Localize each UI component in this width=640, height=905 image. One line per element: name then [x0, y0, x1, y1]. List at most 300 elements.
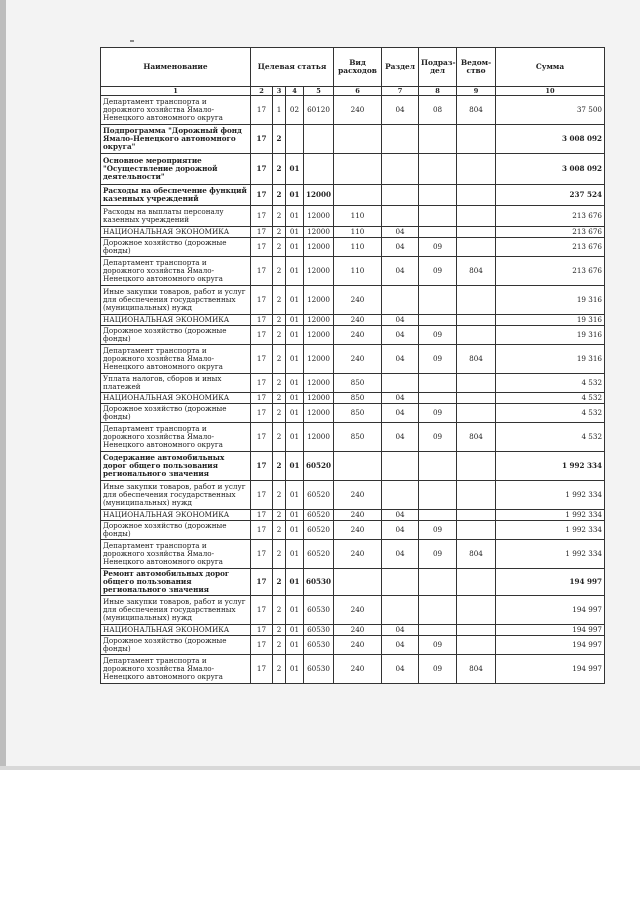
cell-subprogram: 2 [273, 185, 286, 206]
cell-expense-type: 240 [334, 315, 382, 326]
cell-subprogram: 2 [273, 286, 286, 315]
row-name: Дорожное хозяйство (дорожные фонды) [101, 636, 251, 655]
cell-expense-type [334, 154, 382, 185]
cell-expense-type [334, 125, 382, 154]
cell-expense-type: 240 [334, 636, 382, 655]
cell-subsection: 09 [419, 636, 457, 655]
cell-expense-type: 110 [334, 206, 382, 227]
cell-program: 17 [251, 286, 273, 315]
cell-section [382, 125, 419, 154]
index-cell: 4 [286, 87, 304, 96]
row-name: Дорожное хозяйство (дорожные фонды) [101, 404, 251, 423]
header-section: Раздел [382, 48, 419, 87]
cell-direction: 12000 [304, 315, 334, 326]
cell-measure [286, 125, 304, 154]
row-name: Дорожное хозяйство (дорожные фонды) [101, 326, 251, 345]
column-index-row [101, 87, 605, 96]
table-row [101, 510, 605, 521]
cell-subprogram: 2 [273, 636, 286, 655]
table-row [101, 257, 605, 286]
cell-measure: 01 [286, 569, 304, 596]
index-cell: 5 [304, 87, 334, 96]
table-row [101, 315, 605, 326]
cell-subprogram: 2 [273, 125, 286, 154]
cell-sum: 194 997 [496, 655, 605, 684]
cell-subprogram: 2 [273, 596, 286, 625]
cell-measure: 01 [286, 540, 304, 569]
cell-subsection: 09 [419, 326, 457, 345]
cell-direction: 12000 [304, 206, 334, 227]
table-row [101, 96, 605, 125]
row-name: Департамент транспорта и дорожного хозяйства Ямало-Ненецкого автономного округа [101, 345, 251, 374]
cell-section: 04 [382, 423, 419, 452]
cell-subprogram: 2 [273, 510, 286, 521]
cell-department: 804 [457, 96, 496, 125]
cell-subsection [419, 125, 457, 154]
cell-subsection: 09 [419, 655, 457, 684]
cell-subprogram: 2 [273, 423, 286, 452]
index-cell: 6 [334, 87, 382, 96]
cell-subprogram: 2 [273, 326, 286, 345]
cell-program: 17 [251, 345, 273, 374]
cell-direction: 60120 [304, 96, 334, 125]
cell-direction: 12000 [304, 374, 334, 393]
cell-sum: 194 997 [496, 636, 605, 655]
cell-direction: 12000 [304, 286, 334, 315]
cell-program: 17 [251, 315, 273, 326]
cell-program: 17 [251, 125, 273, 154]
cell-expense-type: 850 [334, 374, 382, 393]
cell-sum: 1 992 334 [496, 481, 605, 510]
row-name: Содержание автомобильных дорог общего пользования регионального значения [101, 452, 251, 481]
cell-direction: 60520 [304, 540, 334, 569]
cell-sum: 213 676 [496, 206, 605, 227]
cell-program: 17 [251, 510, 273, 521]
table-row [101, 393, 605, 404]
cell-department [457, 286, 496, 315]
cell-expense-type: 240 [334, 521, 382, 540]
cell-subsection [419, 206, 457, 227]
cell-subprogram: 2 [273, 315, 286, 326]
cell-subsection [419, 185, 457, 206]
cell-measure: 01 [286, 596, 304, 625]
cell-program: 17 [251, 326, 273, 345]
cell-section: 04 [382, 510, 419, 521]
cell-section: 04 [382, 326, 419, 345]
cell-expense-type: 850 [334, 393, 382, 404]
cell-subsection [419, 154, 457, 185]
cell-program: 17 [251, 206, 273, 227]
cell-program: 17 [251, 404, 273, 423]
cell-section: 04 [382, 521, 419, 540]
cell-department [457, 510, 496, 521]
cell-measure: 01 [286, 315, 304, 326]
cell-program: 17 [251, 374, 273, 393]
cell-subprogram: 2 [273, 540, 286, 569]
cell-direction: 12000 [304, 257, 334, 286]
cell-subsection: 09 [419, 404, 457, 423]
cell-measure: 01 [286, 374, 304, 393]
cell-subsection: 09 [419, 238, 457, 257]
row-name: Иные закупки товаров, работ и услуг для обеспечения государственных (муниципальных) нужд [101, 596, 251, 625]
cell-measure: 01 [286, 423, 304, 452]
cell-measure: 01 [286, 510, 304, 521]
cell-sum: 1 992 334 [496, 521, 605, 540]
cell-subprogram: 2 [273, 452, 286, 481]
cell-department: 804 [457, 345, 496, 374]
cell-section: 04 [382, 655, 419, 684]
row-name: НАЦИОНАЛЬНАЯ ЭКОНОМИКА [101, 315, 251, 326]
row-name: Основное мероприятие "Осуществление дорожной деятельности" [101, 154, 251, 185]
cell-department [457, 315, 496, 326]
cell-direction: 60530 [304, 625, 334, 636]
cell-direction: 12000 [304, 326, 334, 345]
cell-direction [304, 154, 334, 185]
table-row [101, 326, 605, 345]
cell-sum: 3 008 092 [496, 154, 605, 185]
row-name: Подпрограмма "Дорожный фонд Ямало-Ненецкого автономного округа" [101, 125, 251, 154]
row-name: НАЦИОНАЛЬНАЯ ЭКОНОМИКА [101, 510, 251, 521]
cell-subsection: 09 [419, 345, 457, 374]
cell-measure: 01 [286, 393, 304, 404]
cell-section: 04 [382, 238, 419, 257]
cell-subprogram: 2 [273, 238, 286, 257]
cell-measure: 01 [286, 326, 304, 345]
cell-measure: 01 [286, 257, 304, 286]
table-row [101, 569, 605, 596]
cell-expense-type: 110 [334, 227, 382, 238]
cell-sum: 4 532 [496, 393, 605, 404]
cell-measure: 01 [286, 625, 304, 636]
cell-program: 17 [251, 596, 273, 625]
cell-subprogram: 2 [273, 154, 286, 185]
cell-department [457, 636, 496, 655]
table-row [101, 206, 605, 227]
cell-sum: 194 997 [496, 569, 605, 596]
cell-direction [304, 125, 334, 154]
header-expense-type: Вид расходов [334, 48, 382, 87]
cell-sum: 1 992 334 [496, 540, 605, 569]
cell-expense-type [334, 185, 382, 206]
cell-department [457, 596, 496, 625]
cell-subsection [419, 227, 457, 238]
cell-section [382, 286, 419, 315]
row-name: Иные закупки товаров, работ и услуг для обеспечения государственных (муниципальных) нужд [101, 481, 251, 510]
cell-section [382, 596, 419, 625]
cell-expense-type: 240 [334, 481, 382, 510]
cell-measure: 01 [286, 655, 304, 684]
cell-direction: 60520 [304, 452, 334, 481]
table-row [101, 345, 605, 374]
cell-department [457, 521, 496, 540]
cell-measure: 01 [286, 185, 304, 206]
cell-expense-type: 240 [334, 326, 382, 345]
cell-program: 17 [251, 481, 273, 510]
table-row [101, 238, 605, 257]
cell-sum: 19 316 [496, 345, 605, 374]
cell-section: 04 [382, 257, 419, 286]
cell-subsection [419, 481, 457, 510]
cell-department [457, 569, 496, 596]
cell-subsection: 09 [419, 423, 457, 452]
cell-subprogram: 2 [273, 227, 286, 238]
cell-department [457, 227, 496, 238]
cell-expense-type: 240 [334, 540, 382, 569]
cell-program: 17 [251, 636, 273, 655]
cell-measure: 01 [286, 238, 304, 257]
cell-sum: 1 992 334 [496, 510, 605, 521]
cell-subprogram: 1 [273, 96, 286, 125]
cell-program: 17 [251, 257, 273, 286]
row-name: Расходы на обеспечение функций казенных учреждений [101, 185, 251, 206]
row-name: Департамент транспорта и дорожного хозяйства Ямало-Ненецкого автономного округа [101, 540, 251, 569]
header-sum: Сумма [496, 48, 605, 87]
cell-subsection [419, 596, 457, 625]
cell-section [382, 374, 419, 393]
cell-subprogram: 2 [273, 481, 286, 510]
row-name: Департамент транспорта и дорожного хозяйства Ямало-Ненецкого автономного округа [101, 96, 251, 125]
cell-subprogram: 2 [273, 345, 286, 374]
cell-direction: 60530 [304, 655, 334, 684]
cell-section: 04 [382, 540, 419, 569]
cell-direction: 60530 [304, 636, 334, 655]
row-name: НАЦИОНАЛЬНАЯ ЭКОНОМИКА [101, 393, 251, 404]
row-name: Расходы на выплаты персоналу казенных учреждений [101, 206, 251, 227]
table-row [101, 625, 605, 636]
cell-section [382, 569, 419, 596]
cell-sum: 213 676 [496, 238, 605, 257]
cell-sum: 213 676 [496, 227, 605, 238]
cell-direction: 12000 [304, 423, 334, 452]
cell-sum: 1 992 334 [496, 452, 605, 481]
row-name: Департамент транспорта и дорожного хозяйства Ямало-Ненецкого автономного округа [101, 423, 251, 452]
row-name: Департамент транспорта и дорожного хозяйства Ямало-Ненецкого автономного округа [101, 257, 251, 286]
row-name: Дорожное хозяйство (дорожные фонды) [101, 521, 251, 540]
cell-section: 04 [382, 227, 419, 238]
cell-subsection [419, 393, 457, 404]
cell-subsection: 09 [419, 257, 457, 286]
table-row [101, 154, 605, 185]
scan-bottom-edge [0, 766, 640, 770]
cell-subsection [419, 374, 457, 393]
cell-expense-type: 110 [334, 238, 382, 257]
budget-table [100, 47, 605, 684]
table-row [101, 655, 605, 684]
cell-subsection [419, 452, 457, 481]
cell-program: 17 [251, 185, 273, 206]
cell-department: 804 [457, 257, 496, 286]
cell-department [457, 206, 496, 227]
cell-program: 17 [251, 227, 273, 238]
header-name: Наименование [101, 48, 251, 87]
cell-subsection [419, 569, 457, 596]
index-cell: 1 [101, 87, 251, 96]
cell-department: 804 [457, 540, 496, 569]
cell-department [457, 238, 496, 257]
table-row [101, 404, 605, 423]
index-cell: 3 [273, 87, 286, 96]
table-row [101, 227, 605, 238]
table-row [101, 286, 605, 315]
cell-section: 04 [382, 636, 419, 655]
cell-subprogram: 2 [273, 625, 286, 636]
cell-direction: 12000 [304, 227, 334, 238]
cell-sum: 194 997 [496, 596, 605, 625]
cell-expense-type: 240 [334, 625, 382, 636]
cell-program: 17 [251, 96, 273, 125]
cell-measure: 01 [286, 206, 304, 227]
index-cell: 2 [251, 87, 273, 96]
cell-subprogram: 2 [273, 521, 286, 540]
cell-direction: 60520 [304, 481, 334, 510]
cell-section: 04 [382, 315, 419, 326]
cell-program: 17 [251, 238, 273, 257]
cell-expense-type: 110 [334, 257, 382, 286]
cell-sum: 194 997 [496, 625, 605, 636]
cell-sum: 37 500 [496, 96, 605, 125]
cell-program: 17 [251, 655, 273, 684]
cell-expense-type [334, 569, 382, 596]
index-cell: 10 [496, 87, 605, 96]
cell-department [457, 481, 496, 510]
cell-department [457, 154, 496, 185]
cell-subprogram: 2 [273, 257, 286, 286]
row-name: Департамент транспорта и дорожного хозяйства Ямало-Ненецкого автономного округа [101, 655, 251, 684]
cell-direction: 12000 [304, 404, 334, 423]
cell-sum: 19 316 [496, 286, 605, 315]
cell-expense-type: 240 [334, 596, 382, 625]
cell-subsection: 09 [419, 521, 457, 540]
table-row [101, 636, 605, 655]
cell-section [382, 185, 419, 206]
cell-measure: 01 [286, 345, 304, 374]
cell-sum: 237 524 [496, 185, 605, 206]
cell-sum: 19 316 [496, 326, 605, 345]
table-row [101, 596, 605, 625]
cell-sum: 3 008 092 [496, 125, 605, 154]
cell-section [382, 154, 419, 185]
cell-program: 17 [251, 154, 273, 185]
cell-section [382, 481, 419, 510]
cell-subprogram: 2 [273, 569, 286, 596]
cell-program: 17 [251, 569, 273, 596]
cell-direction: 60530 [304, 569, 334, 596]
table-row [101, 125, 605, 154]
cell-department [457, 185, 496, 206]
cell-program: 17 [251, 540, 273, 569]
cell-measure: 01 [286, 521, 304, 540]
table-row [101, 452, 605, 481]
cell-section: 04 [382, 393, 419, 404]
cell-subsection [419, 315, 457, 326]
row-name: Уплата налогов, сборов и иных платежей [101, 374, 251, 393]
cell-expense-type: 850 [334, 423, 382, 452]
cell-department [457, 404, 496, 423]
index-cell: 9 [457, 87, 496, 96]
cell-department [457, 326, 496, 345]
index-cell: 8 [419, 87, 457, 96]
cell-program: 17 [251, 452, 273, 481]
cell-program: 17 [251, 393, 273, 404]
header-department: Ведом-ство [457, 48, 496, 87]
cell-department: 804 [457, 423, 496, 452]
cell-section: 04 [382, 96, 419, 125]
cell-sum: 19 316 [496, 315, 605, 326]
cell-department [457, 374, 496, 393]
cell-subsection [419, 286, 457, 315]
table-row [101, 423, 605, 452]
cell-program: 17 [251, 625, 273, 636]
cell-expense-type: 240 [334, 96, 382, 125]
header-subsection: Подраз-дел [419, 48, 457, 87]
cell-subprogram: 2 [273, 393, 286, 404]
table-row [101, 481, 605, 510]
cell-department [457, 452, 496, 481]
cell-subprogram: 2 [273, 404, 286, 423]
row-name: Дорожное хозяйство (дорожные фонды) [101, 238, 251, 257]
cell-section: 04 [382, 404, 419, 423]
cell-sum: 4 532 [496, 423, 605, 452]
index-cell: 7 [382, 87, 419, 96]
scan-left-edge [0, 0, 6, 770]
cell-program: 17 [251, 521, 273, 540]
cell-measure: 01 [286, 636, 304, 655]
page-speck [130, 40, 134, 42]
cell-direction: 12000 [304, 238, 334, 257]
cell-subsection [419, 510, 457, 521]
table-row [101, 540, 605, 569]
row-name: НАЦИОНАЛЬНАЯ ЭКОНОМИКА [101, 625, 251, 636]
cell-section: 04 [382, 345, 419, 374]
cell-subsection: 09 [419, 540, 457, 569]
cell-program: 17 [251, 423, 273, 452]
row-name: Ремонт автомобильных дорог общего пользования регионального значения [101, 569, 251, 596]
cell-expense-type: 240 [334, 510, 382, 521]
header-target: Целевая статья [251, 48, 334, 87]
cell-direction: 60530 [304, 596, 334, 625]
cell-sum: 213 676 [496, 257, 605, 286]
cell-section: 04 [382, 625, 419, 636]
cell-sum: 4 532 [496, 374, 605, 393]
cell-department [457, 125, 496, 154]
cell-section [382, 452, 419, 481]
cell-direction: 60520 [304, 510, 334, 521]
cell-measure: 01 [286, 154, 304, 185]
cell-subprogram: 2 [273, 374, 286, 393]
row-name: НАЦИОНАЛЬНАЯ ЭКОНОМИКА [101, 227, 251, 238]
cell-subsection: 08 [419, 96, 457, 125]
cell-subsection [419, 625, 457, 636]
cell-subprogram: 2 [273, 206, 286, 227]
cell-department: 804 [457, 655, 496, 684]
table-header-row [101, 48, 605, 87]
cell-measure: 02 [286, 96, 304, 125]
table-row [101, 185, 605, 206]
cell-measure: 01 [286, 481, 304, 510]
cell-section [382, 206, 419, 227]
cell-expense-type: 240 [334, 345, 382, 374]
cell-direction: 12000 [304, 393, 334, 404]
cell-expense-type: 240 [334, 286, 382, 315]
cell-department [457, 625, 496, 636]
cell-department [457, 393, 496, 404]
cell-measure: 01 [286, 452, 304, 481]
cell-direction: 60520 [304, 521, 334, 540]
cell-measure: 01 [286, 404, 304, 423]
cell-measure: 01 [286, 286, 304, 315]
cell-expense-type: 850 [334, 404, 382, 423]
cell-expense-type: 240 [334, 655, 382, 684]
